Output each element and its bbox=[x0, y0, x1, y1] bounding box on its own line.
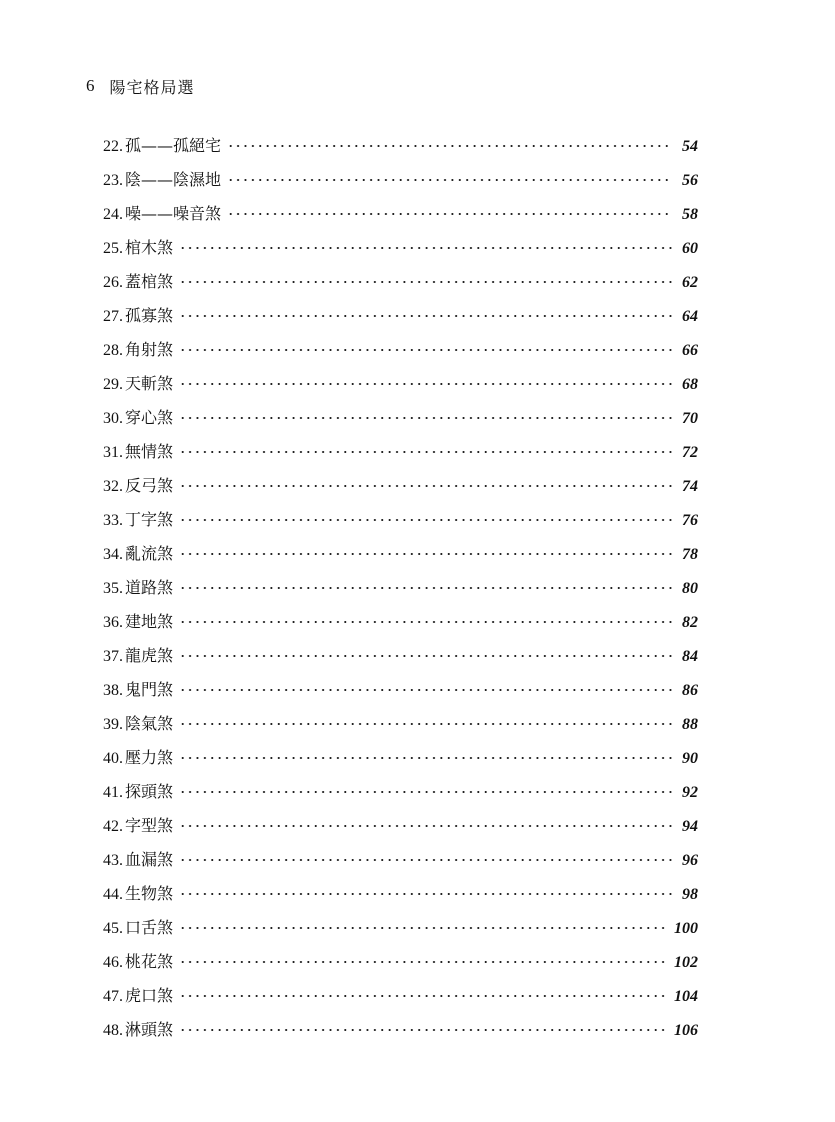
toc-entry bbox=[103, 333, 698, 367]
toc-entry bbox=[103, 911, 698, 945]
toc-entry-page: 104 bbox=[674, 988, 698, 1005]
toc-entry-page: 74 bbox=[682, 478, 698, 495]
toc-entry-number: 35. bbox=[103, 580, 123, 597]
toc-entry-title: 亂流煞 bbox=[125, 544, 174, 563]
dot-leader bbox=[179, 995, 668, 997]
dot-leader bbox=[179, 315, 672, 317]
toc-entry-number: 29. bbox=[103, 376, 123, 393]
toc-entry-page: 98 bbox=[682, 886, 698, 903]
dot-leader bbox=[179, 791, 672, 793]
toc-entry-title: 生物煞 bbox=[125, 884, 174, 903]
toc-entry-title: 穿心煞 bbox=[125, 408, 174, 427]
dot-leader bbox=[179, 587, 672, 589]
dot-leader bbox=[179, 1029, 668, 1031]
toc-entry bbox=[103, 843, 698, 877]
dot-leader bbox=[227, 145, 672, 147]
running-header bbox=[86, 72, 195, 100]
toc-entry-title: 孤——孤絕宅 bbox=[125, 136, 222, 155]
toc-entry-page: 66 bbox=[682, 342, 698, 359]
dot-leader bbox=[179, 247, 672, 249]
toc-entry-number: 48. bbox=[103, 1022, 123, 1039]
dot-leader bbox=[179, 281, 672, 283]
toc-entry-page: 76 bbox=[682, 512, 698, 529]
dot-leader bbox=[179, 383, 672, 385]
dot-leader bbox=[179, 757, 672, 759]
toc-entry bbox=[103, 605, 698, 639]
toc-entry bbox=[103, 1013, 698, 1047]
toc-entry bbox=[103, 877, 698, 911]
toc-entry-page: 88 bbox=[682, 716, 698, 733]
toc-entry bbox=[103, 129, 698, 163]
toc-entry-title: 孤寡煞 bbox=[125, 306, 174, 325]
toc-entry-page: 100 bbox=[674, 920, 698, 937]
toc-entry-number: 46. bbox=[103, 954, 123, 971]
toc-entry-title: 建地煞 bbox=[125, 612, 174, 631]
toc-entry bbox=[103, 707, 698, 741]
toc-entry bbox=[103, 299, 698, 333]
dot-leader bbox=[179, 655, 672, 657]
dot-leader bbox=[227, 179, 672, 181]
toc-entry-title: 鬼門煞 bbox=[125, 680, 174, 699]
toc-entry-number: 27. bbox=[103, 308, 123, 325]
toc-entry-page: 86 bbox=[682, 682, 698, 699]
toc-entry-title: 陰——陰濕地 bbox=[125, 170, 222, 189]
toc-entry-number: 31. bbox=[103, 444, 123, 461]
toc-entry bbox=[103, 265, 698, 299]
dot-leader bbox=[179, 519, 672, 521]
toc-entry-page: 54 bbox=[682, 138, 698, 155]
toc-entry-title: 字型煞 bbox=[125, 816, 174, 835]
toc-entry-page: 70 bbox=[682, 410, 698, 427]
toc-entry-title: 虎口煞 bbox=[125, 986, 174, 1005]
toc-entry-number: 28. bbox=[103, 342, 123, 359]
toc-entry-number: 22. bbox=[103, 138, 123, 155]
dot-leader bbox=[179, 927, 668, 929]
toc-entry bbox=[103, 945, 698, 979]
toc-entry-number: 26. bbox=[103, 274, 123, 291]
toc-entry-title: 龍虎煞 bbox=[125, 646, 174, 665]
toc-entry bbox=[103, 231, 698, 265]
dot-leader bbox=[179, 417, 672, 419]
toc-entry-page: 94 bbox=[682, 818, 698, 835]
toc-entry-page: 78 bbox=[682, 546, 698, 563]
toc-entry-number: 42. bbox=[103, 818, 123, 835]
toc-entry bbox=[103, 163, 698, 197]
dot-leader bbox=[179, 893, 672, 895]
toc-entry bbox=[103, 571, 698, 605]
toc-entry-number: 40. bbox=[103, 750, 123, 767]
toc-entry-number: 38. bbox=[103, 682, 123, 699]
toc-entry-number: 23. bbox=[103, 172, 123, 189]
toc-entry-page: 58 bbox=[682, 206, 698, 223]
dot-leader bbox=[179, 349, 672, 351]
toc-entry bbox=[103, 809, 698, 843]
toc-entry-title: 蓋棺煞 bbox=[125, 272, 174, 291]
toc-entry-page: 60 bbox=[682, 240, 698, 257]
toc-entry-number: 25. bbox=[103, 240, 123, 257]
toc-entry bbox=[103, 537, 698, 571]
toc-entry-number: 37. bbox=[103, 648, 123, 665]
toc-entry bbox=[103, 503, 698, 537]
toc-entry-number: 39. bbox=[103, 716, 123, 733]
toc-entry bbox=[103, 401, 698, 435]
toc-entry-number: 34. bbox=[103, 546, 123, 563]
toc-entry-page: 92 bbox=[682, 784, 698, 801]
dot-leader bbox=[179, 553, 672, 555]
toc-entry-page: 106 bbox=[674, 1022, 698, 1039]
toc-entry-page: 102 bbox=[674, 954, 698, 971]
toc-entry-number: 47. bbox=[103, 988, 123, 1005]
toc-entry bbox=[103, 775, 698, 809]
toc-entry-number: 45. bbox=[103, 920, 123, 937]
toc-entry-title: 口舌煞 bbox=[125, 918, 174, 937]
dot-leader bbox=[179, 689, 672, 691]
dot-leader bbox=[179, 451, 672, 453]
toc-entry-page: 80 bbox=[682, 580, 698, 597]
toc-entry-title: 探頭煞 bbox=[125, 782, 174, 801]
toc-entry-page: 68 bbox=[682, 376, 698, 393]
toc-entry bbox=[103, 639, 698, 673]
dot-leader bbox=[179, 723, 672, 725]
dot-leader bbox=[227, 213, 672, 215]
toc-entry-number: 44. bbox=[103, 886, 123, 903]
book-title: 陽宅格局選 bbox=[109, 77, 195, 97]
toc-entry-title: 無情煞 bbox=[125, 442, 174, 461]
toc-entry-title: 天斬煞 bbox=[125, 374, 174, 393]
toc-entry-title: 噪——噪音煞 bbox=[125, 204, 222, 223]
toc-entry-title: 反弓煞 bbox=[125, 476, 174, 495]
toc-entry-number: 33. bbox=[103, 512, 123, 529]
toc-entry-page: 62 bbox=[682, 274, 698, 291]
toc-entry-page: 90 bbox=[682, 750, 698, 767]
toc-entry-page: 72 bbox=[682, 444, 698, 461]
toc-entry-page: 96 bbox=[682, 852, 698, 869]
toc-entry-page: 64 bbox=[682, 308, 698, 325]
toc-entry bbox=[103, 435, 698, 469]
toc-entry-page: 84 bbox=[682, 648, 698, 665]
toc-entry bbox=[103, 197, 698, 231]
toc-entry-title: 陰氣煞 bbox=[125, 714, 174, 733]
toc-entry-number: 43. bbox=[103, 852, 123, 869]
toc-entry-title: 血漏煞 bbox=[125, 850, 174, 869]
toc-entry-number: 41. bbox=[103, 784, 123, 801]
toc-entry-title: 丁字煞 bbox=[125, 510, 174, 529]
toc-entry bbox=[103, 367, 698, 401]
dot-leader bbox=[179, 859, 672, 861]
toc-entry-title: 棺木煞 bbox=[125, 238, 174, 257]
dot-leader bbox=[179, 825, 672, 827]
table-of-contents bbox=[103, 129, 698, 1047]
toc-entry-title: 角射煞 bbox=[125, 340, 174, 359]
toc-entry bbox=[103, 979, 698, 1013]
page-number: 6 bbox=[86, 76, 96, 95]
dot-leader bbox=[179, 961, 668, 963]
toc-entry bbox=[103, 673, 698, 707]
toc-entry-number: 24. bbox=[103, 206, 123, 223]
toc-entry-title: 桃花煞 bbox=[125, 952, 174, 971]
toc-entry-page: 56 bbox=[682, 172, 698, 189]
toc-entry bbox=[103, 469, 698, 503]
toc-entry-title: 道路煞 bbox=[125, 578, 174, 597]
dot-leader bbox=[179, 485, 672, 487]
toc-entry-title: 壓力煞 bbox=[125, 748, 174, 767]
toc-entry-page: 82 bbox=[682, 614, 698, 631]
toc-entry-title: 淋頭煞 bbox=[125, 1020, 174, 1039]
toc-entry-number: 36. bbox=[103, 614, 123, 631]
toc-entry-number: 32. bbox=[103, 478, 123, 495]
dot-leader bbox=[179, 621, 672, 623]
toc-entry-number: 30. bbox=[103, 410, 123, 427]
toc-entry bbox=[103, 741, 698, 775]
